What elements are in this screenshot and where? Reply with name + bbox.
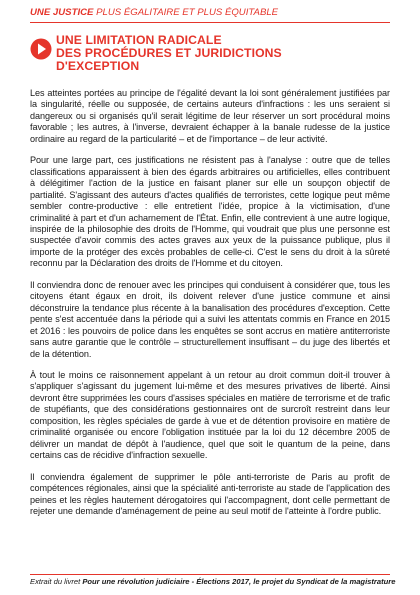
section-header-rest: PLUS ÉGALITAIRE ET PLUS ÉQUITABLE: [93, 7, 279, 18]
footer-source: Pour une révolution judiciaire - Élections 2017, le projet du Syndicat de la magistrature: [82, 577, 396, 586]
paragraph: À tout le moins ce raisonnement appelant à un retour au droit commun doit-il trouver à s'appliquer s'agissant du jugement lui-même et des mesures privatives de liberté. Ainsi devront être supprimées les cours d'assises spéciales en matière de terrorisme et de trafic de stupéfiants, que des considérations gestionnaires ont de surcroît restreint dans leur composition, les règles spéciales de garde à vue et de détention provisoire en matière de criminalité organisée ou encore l'obligation instituée par la loi du 12 décembre 2005 de délivrer un mandat de dépôt à l'audience, quel que soit le quantum de la peine, dans certains cas de récidive d'infraction sexuelle.: [30, 369, 390, 461]
page-title-line: D'EXCEPTION: [56, 59, 140, 73]
section-header-bold: UNE JUSTICE: [30, 7, 94, 18]
paragraph: Pour une large part, ces justifications ne résistent pas à l'analyse : outre que de telles classifications apparaissent à bien des égards arbitraires ou artificielles, elles contribuent à délégitimer l'action de la justice en faisant planer sur elle un soupçon objectif de partialité. S'agissant des auteurs d'actes qualifiés de terroristes, cette logique peut même sembler contre-productive : elle entretient l'idée, propice à la victimisation, d'une criminalité à part et d'un acharnement de l'État. Enfin, elle contrevient à une autre logique, inspirée de la philosophie des droits de l'Homme, qui voudrait que plus une personne est suspectée d'avoir commis des actes graves aux yeux de la puissance publique, plus il importe de la protéger des excès probables de celle-ci. C'est le sens du droit à la sûreté reconnu par la Déclaration des droits de l'Homme et du citoyen.: [30, 155, 390, 269]
paragraph: Il conviendra donc de renouer avec les principes qui conduisent à considérer que, tous les citoyens étant égaux en droit, ils doivent relever d'une justice commune et ainsi déconstruire la tendance plus récente à la banalisation des procédures d'exception. Cette pente s'est accentuée dans la période qui a suivi les attentats commis en France en 2015 et 2016 : les pouvoirs de police dans les enquêtes se sont accrus en matière antiterroriste sans autre garantie que le contrôle – structurellement insuffisant – du juge des libertés et de la détention.: [30, 279, 390, 359]
page-title-line: UNE LIMITATION RADICALE: [56, 33, 222, 47]
footer-divider: [30, 574, 390, 575]
paragraph: Les atteintes portées au principe de l'égalité devant la loi sont généralement justifiées par la singularité, réelle ou supposée, de certains auteurs d'infractions : les uns seraient si dangereux ou si organisés qu'il serait légitime de leur réserver un sort procédural moins favorable ; les autres, à l'inverse, devraient échapper à la banale rudesse de la justice ordinaire au regard de la particularité – et de l'importance – de leur activité.: [30, 88, 390, 144]
paragraph: Il conviendra également de supprimer le pôle anti-terroriste de Paris au profit de compétences régionales, ainsi que la spécialité anti-terroriste au stade de l'application des peines et les règles hautement dérogatoires qui l'accompagnent, dont celle permettant de rejeter une demande d'aménagement de peine au seul motif de l'atteinte à l'ordre public.: [30, 471, 390, 516]
page-title: [56, 34, 282, 73]
header-divider: [30, 22, 390, 23]
footer-prefix: Extrait du livret: [30, 577, 83, 586]
source-footer: [30, 577, 400, 586]
article-body: [30, 88, 390, 527]
play-arrow-icon: [30, 38, 52, 60]
section-header: [30, 7, 278, 18]
page-title-line: DES PROCÉDURES ET JURIDICTIONS: [56, 46, 282, 60]
